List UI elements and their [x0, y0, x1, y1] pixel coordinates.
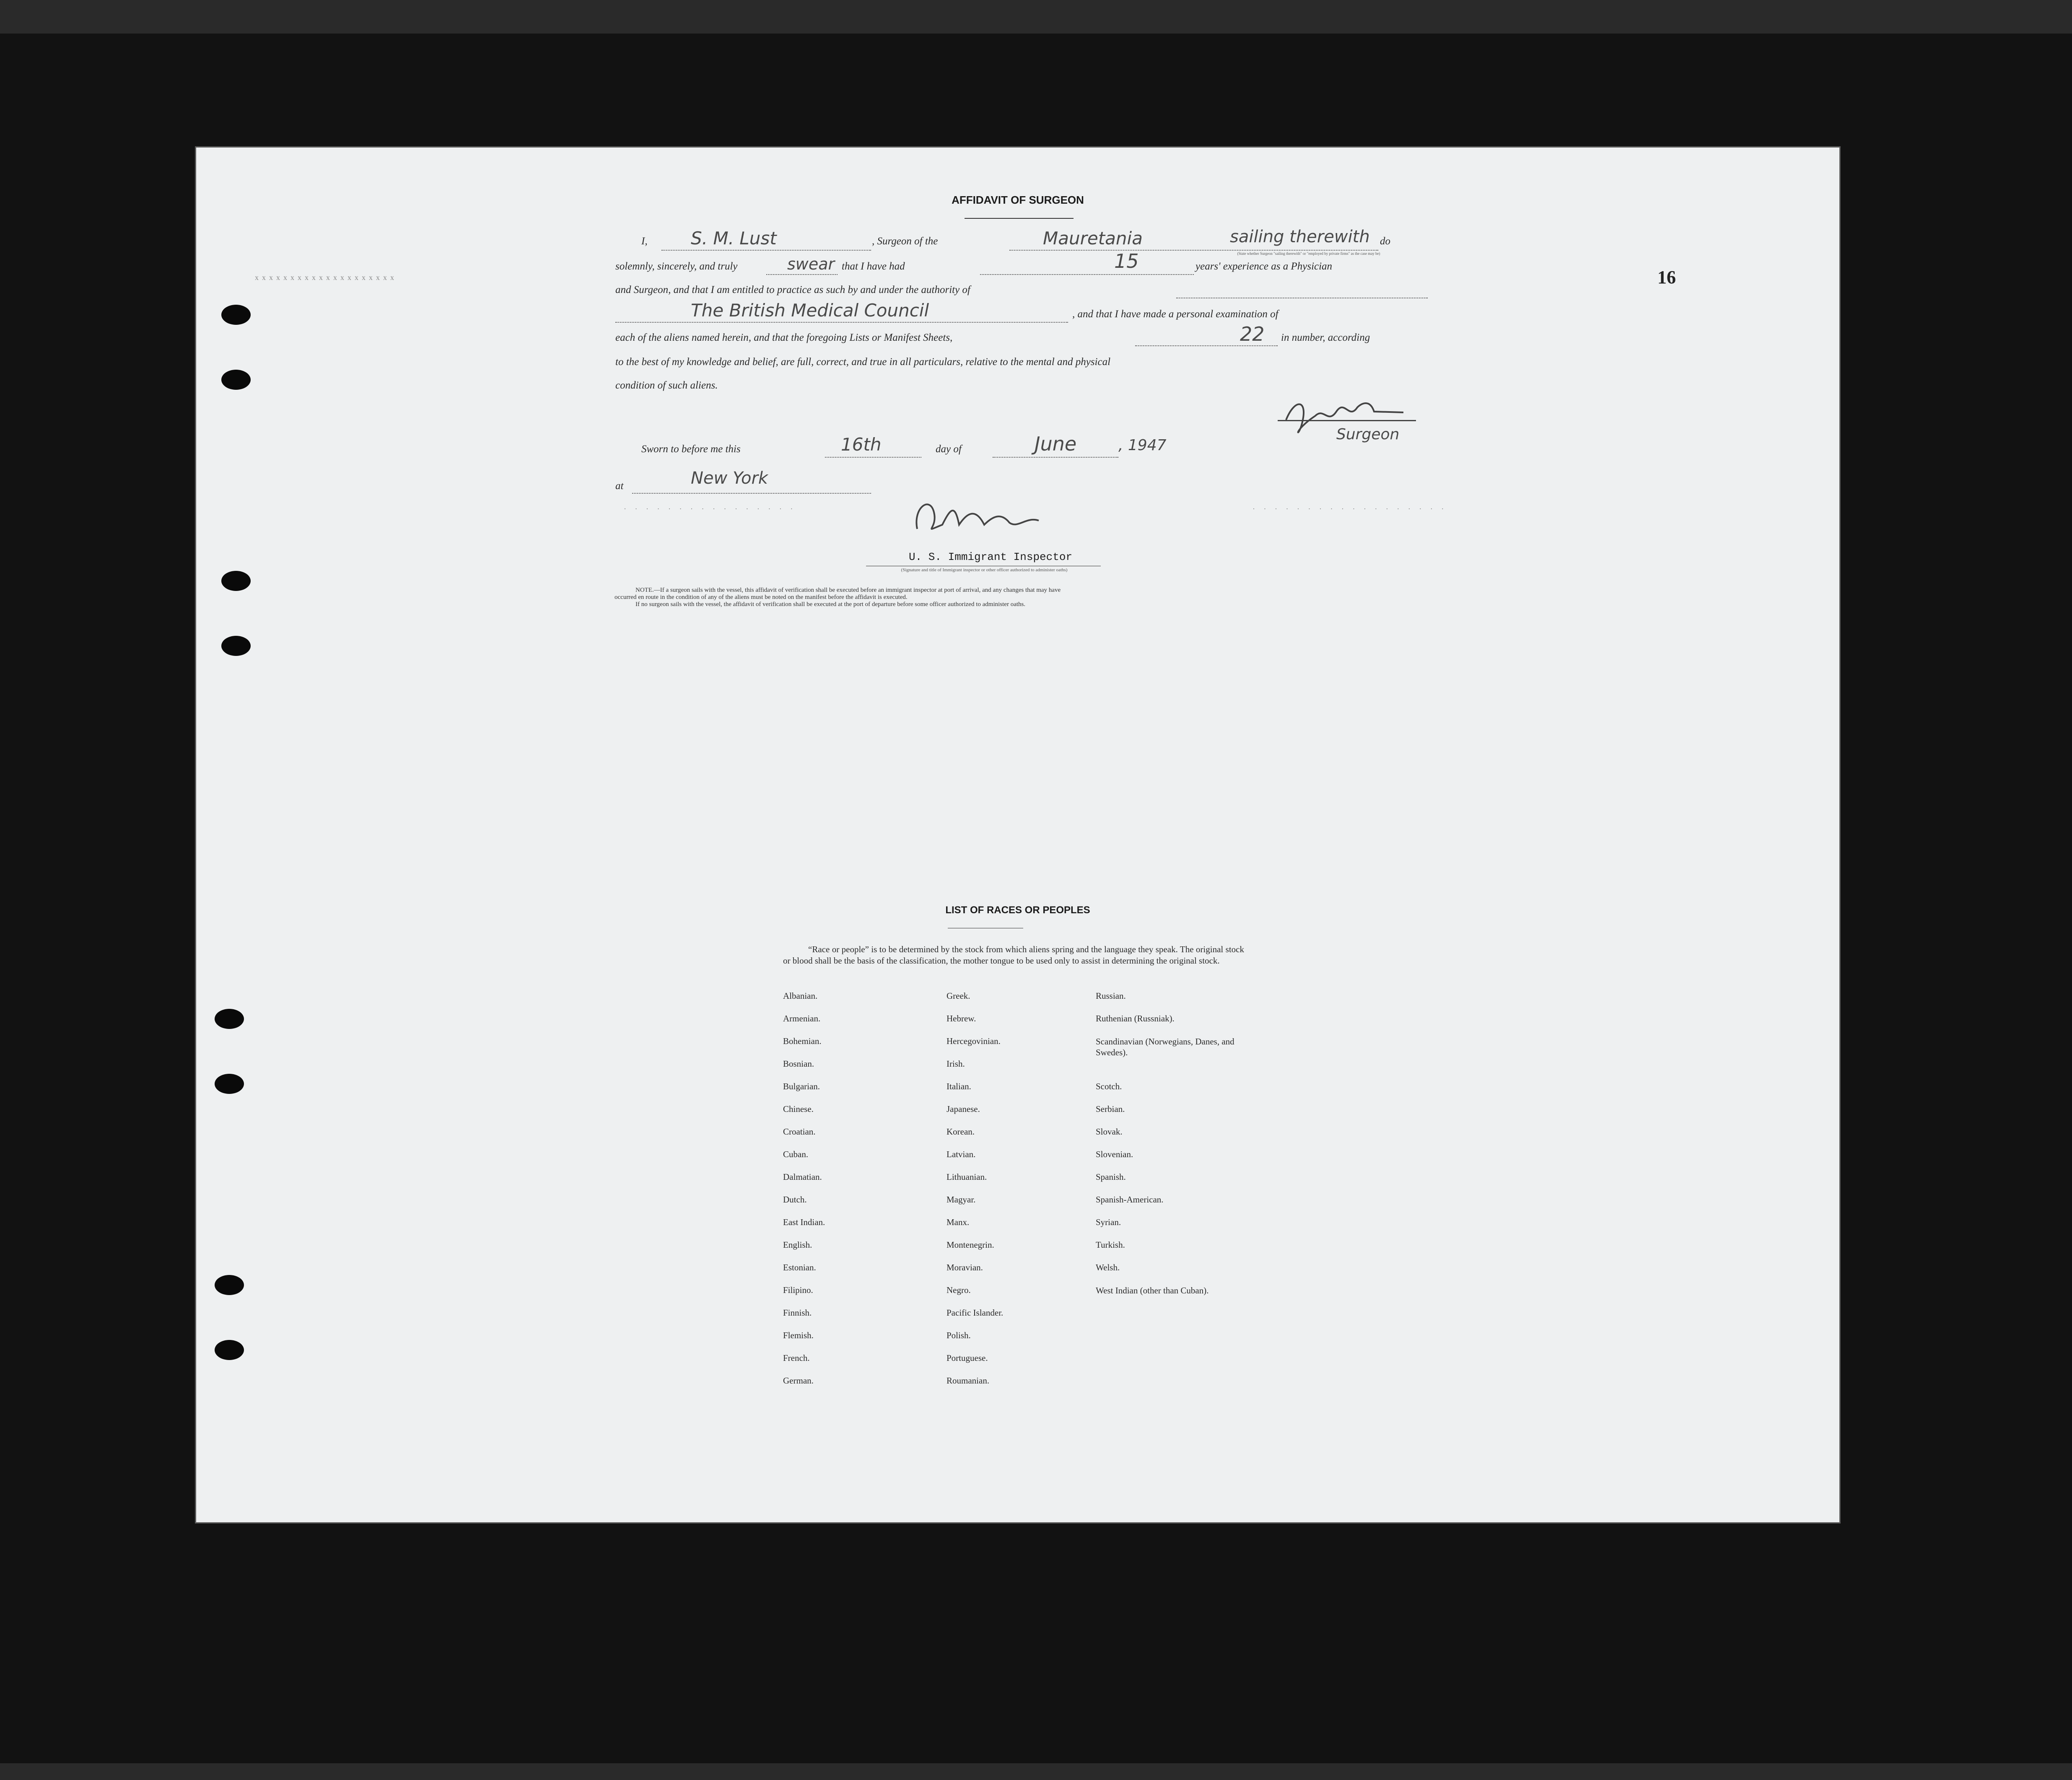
sworn-day: 16th: [841, 434, 882, 455]
blank-line: [1135, 345, 1278, 346]
binder-hole: [215, 1275, 244, 1295]
race-item: Portuguese.: [947, 1353, 988, 1363]
race-item: Lithuanian.: [947, 1172, 987, 1182]
blank-line: [980, 273, 1194, 275]
race-item: Bosnian.: [783, 1059, 814, 1069]
race-item: Ruthenian (Russniak).: [1096, 1013, 1175, 1023]
race-item: Manx.: [947, 1217, 970, 1227]
race-item: Dutch.: [783, 1194, 807, 1205]
surgeon-title: Surgeon: [1336, 426, 1400, 443]
at-text: at: [615, 480, 624, 492]
surgeon-name: S. M. Lust: [691, 228, 777, 249]
blank-line: [825, 456, 921, 458]
race-item: Syrian.: [1096, 1217, 1121, 1227]
binder-hole: [215, 1074, 244, 1094]
race-item: Polish.: [947, 1330, 971, 1340]
race-item: Roumanian.: [947, 1376, 990, 1386]
race-item: Spanish.: [1096, 1172, 1126, 1182]
day-of-text: day of: [936, 443, 962, 455]
race-item: Flemish.: [783, 1330, 814, 1340]
vessel-status: sailing therewith: [1230, 227, 1370, 246]
races-title: LIST OF RACES OR PEOPLES: [945, 904, 1090, 916]
binder-hole: [221, 571, 251, 591]
race-item: French.: [783, 1353, 810, 1363]
note-line: NOTE.—If a surgeon sails with the vessel, this affidavit of verification shall be executed before an immigrant inspector at port of arrival, and any changes that may have: [635, 587, 1061, 593]
race-item: Dalmatian.: [783, 1172, 822, 1182]
note-line: occurred en route in the condition of any of the aliens must be noted on the manifest before the affidavit is executed.: [615, 594, 908, 601]
race-item: Estonian.: [783, 1262, 816, 1272]
race-item: Korean.: [947, 1127, 975, 1137]
faint-marks: · · · · · · · · · · · · · · · ·: [624, 505, 796, 513]
race-item: Turkish.: [1096, 1240, 1125, 1250]
sworn-text: Sworn to before me this: [641, 443, 741, 455]
affidavit-title: AFFIDAVIT OF SURGEON: [952, 194, 1084, 206]
race-item: Montenegrin.: [947, 1240, 994, 1250]
binder-hole: [215, 1009, 244, 1029]
title-rule: [965, 218, 1074, 219]
race-item: Chinese.: [783, 1104, 814, 1114]
race-item: Scandinavian (Norwegians, Danes, and Swedes).: [1096, 1036, 1234, 1057]
manifest-sheets-text: each of the aliens named herein, and that the foregoing Lists or Manifest Sheets,: [615, 332, 953, 343]
belief-text: to the best of my knowledge and belief, are full, correct, and true in all particulars, relative to the mental and physical: [615, 356, 1111, 368]
verification-note: [615, 587, 1429, 608]
inspector-signature: [905, 483, 1064, 550]
race-item: Slovenian.: [1096, 1149, 1133, 1159]
film-bottom-band: [0, 1763, 2072, 1780]
race-item: Filipino.: [783, 1285, 813, 1295]
binder-hole: [221, 370, 251, 390]
licensing-authority: The British Medical Council: [691, 300, 929, 321]
sheet-number: 16: [1657, 267, 1676, 288]
race-item: Russian.: [1096, 991, 1126, 1001]
years-count: 15: [1114, 250, 1139, 272]
blank-line: [615, 321, 1068, 323]
race-item: Moravian.: [947, 1262, 983, 1272]
in-number-text: in number, according: [1281, 332, 1370, 343]
binder-hole: [221, 305, 251, 325]
binder-hole: [215, 1340, 244, 1360]
race-item: Italian.: [947, 1081, 971, 1091]
sheets-count: 22: [1240, 323, 1265, 345]
race-item: Irish.: [947, 1059, 965, 1069]
blank-line: [1176, 297, 1428, 298]
blank-line: [1009, 249, 1378, 251]
manifest-page: [196, 148, 1839, 1522]
years-text: that I have had: [842, 261, 905, 272]
race-item: Hercegovinian.: [947, 1036, 1001, 1046]
inspector-caption: (Signature and title of Immigrant inspector or other officer authorized to administer oaths): [901, 567, 1068, 573]
note-line: If no surgeon sails with the vessel, the affidavit of verification shall be executed at the port of departure before some officer authorized to administer oaths.: [635, 601, 1026, 608]
race-item: Albanian.: [783, 991, 818, 1001]
race-item: Serbian.: [1096, 1104, 1125, 1114]
affidavit-prefix: I,: [641, 236, 648, 247]
authority-text: and Surgeon, and that I am entitled to practice as such by and under the authority of: [615, 284, 970, 295]
experience-text: years' experience as a Physician: [1195, 261, 1333, 272]
surgeon-signature-line: [1278, 420, 1416, 421]
blank-line: [766, 273, 838, 275]
race-item: Pacific Islander.: [947, 1308, 1004, 1318]
vessel-name: Mauretania: [1043, 228, 1143, 249]
race-item: Hebrew.: [947, 1013, 976, 1023]
race-item: Cuban.: [783, 1149, 809, 1159]
blank-line: [632, 492, 871, 494]
film-top-band: [0, 0, 2072, 34]
binder-hole: [221, 636, 251, 656]
race-item: Finnish.: [783, 1308, 812, 1318]
faint-marks: xxxxxxxxxxxxxxxxxxxx: [255, 273, 397, 282]
race-item: West Indian (other than Cuban).: [1096, 1285, 1209, 1295]
race-item: Slovak.: [1096, 1127, 1123, 1137]
races-intro: “Race or people” is to be determined by the stock from which aliens spring and the language they speak. The original stock or blood shall be the basis of the classification, the mother tongue to be used only to assist in determining the original stock.: [783, 944, 1244, 966]
solemnly-text: solemnly, sincerely, and truly: [615, 261, 738, 272]
surgeon-of-text: , Surgeon of the: [872, 236, 938, 247]
race-item: Negro.: [947, 1285, 971, 1295]
race-item: East Indian.: [783, 1217, 825, 1227]
sworn-place: New York: [691, 469, 768, 488]
race-item: Greek.: [947, 991, 970, 1001]
do-text: do: [1380, 236, 1390, 247]
oath-word: swear: [787, 255, 835, 273]
race-item: Bulgarian.: [783, 1081, 820, 1091]
race-item: Spanish-American.: [1096, 1194, 1164, 1205]
vessel-caption: (State whether Surgeon "sailing therewith" or "employed by private firms" as the case may be): [1237, 251, 1380, 256]
race-item: Latvian.: [947, 1149, 976, 1159]
race-item: Japanese.: [947, 1104, 980, 1114]
sworn-year: , 1947: [1118, 437, 1167, 454]
race-item: Croatian.: [783, 1127, 816, 1137]
race-item: Magyar.: [947, 1194, 976, 1205]
sworn-month: June: [1035, 433, 1077, 455]
race-item: Armenian.: [783, 1013, 821, 1023]
race-item: German.: [783, 1376, 814, 1386]
race-item: Bohemian.: [783, 1036, 822, 1046]
inspector-title: U. S. Immigrant Inspector: [909, 551, 1073, 563]
condition-text: condition of such aliens.: [615, 380, 718, 391]
blank-line: [661, 249, 871, 251]
race-item: English.: [783, 1240, 812, 1250]
race-item: Welsh.: [1096, 1262, 1120, 1272]
race-item: Scotch.: [1096, 1081, 1122, 1091]
examination-text: , and that I have made a personal examination of: [1072, 308, 1278, 320]
blank-line: [993, 456, 1118, 458]
faint-marks: · · · · · · · · · · · · · · · · · ·: [1253, 505, 1447, 513]
